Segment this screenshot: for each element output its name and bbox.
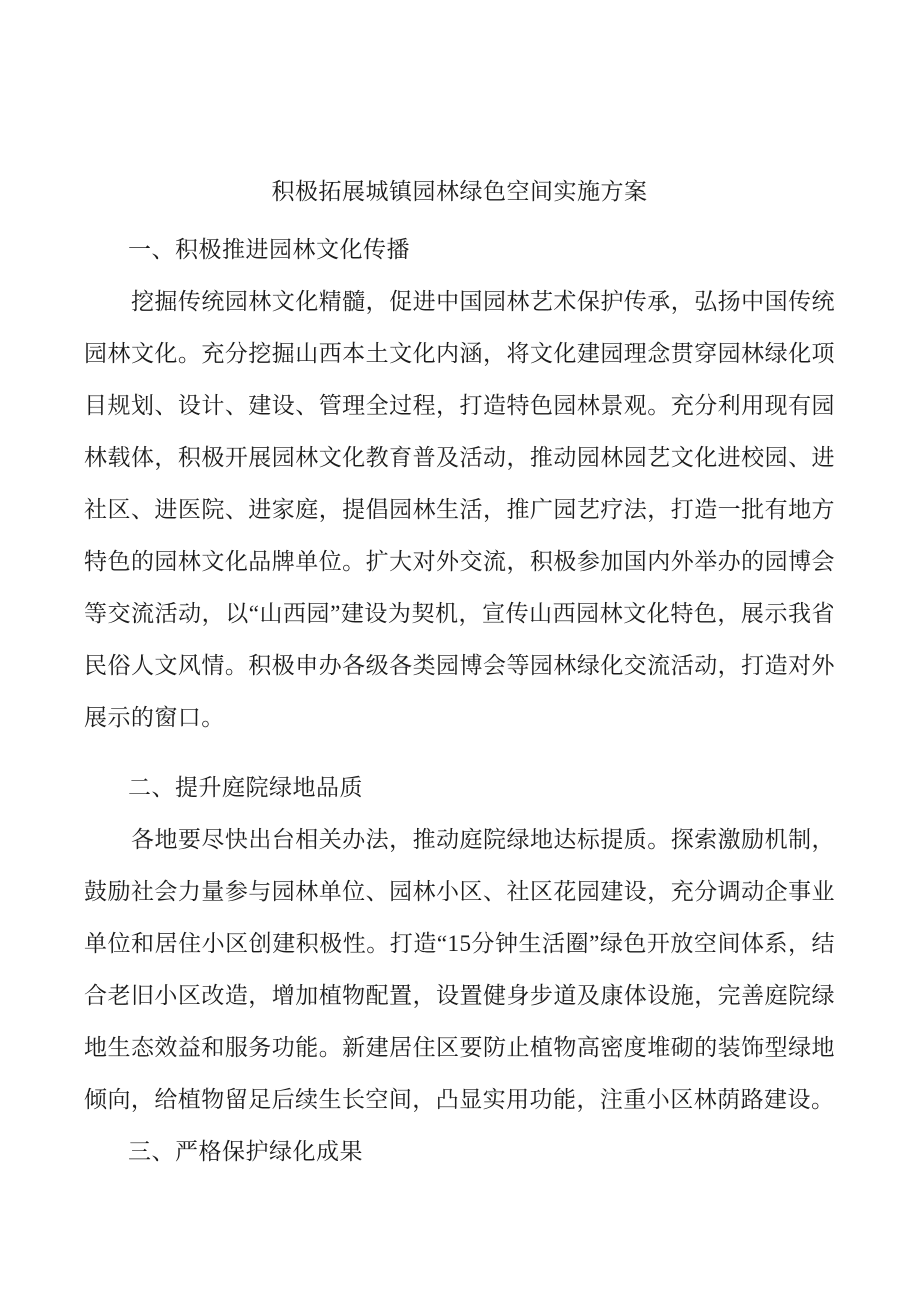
section-courtyard-green-quality — [84, 762, 835, 1126]
section-protect-greening-results — [84, 1126, 835, 1178]
section-1-paragraph: 挖掘传统园林文化精髓，促进中国园林艺术保护传承，弘扬中国传统园林文化。充分挖掘山西本土文化内涵，将文化建园理念贯穿园林绿化项目规划、设计、建设、管理全过程，打造特色园林景观。充分利用现有园林载体，积极开展园林文化教育普及活动，推动园林园艺文化进校园、进社区、进医院、进家庭，提倡园林生活，推广园艺疗法，打造一批有地方特色的园林文化品牌单位。扩大对外交流，积极参加国内外举办的园博会等交流活动，以“山西园”建设为契机，宣传山西园林文化特色，展示我省民俗人文风情。积极申办各级各类园博会等园林绿化交流活动，打造对外展示的窗口。 — [84, 289, 835, 730]
section-2-heading: 二、提升庭院绿地品质 — [128, 775, 363, 800]
section-1-heading: 一、积极推进园林文化传播 — [128, 237, 410, 262]
section-2-paragraph: 各地要尽快出台相关办法，推动庭院绿地达标提质。探索激励机制，鼓励社会力量参与园林单位、园林小区、社区花园建设，充分调动企事业单位和居住小区创建积极性。打造“15分钟生活圈”绿色开放空间体系，结合老旧小区改造，增加植物配置，设置健身步道及康体设施，完善庭院绿地生态效益和服务功能。新建居住区要防止植物高密度堆砌的装饰型绿地倾向，给植物留足后续生长空间，凸显实用功能，注重小区林荫路建设。 — [84, 827, 835, 1112]
document-title: 积极拓展城镇园林绿色空间实施方案 — [271, 179, 648, 204]
section-garden-culture — [84, 224, 835, 744]
section-3-heading: 三、严格保护绿化成果 — [128, 1139, 363, 1164]
